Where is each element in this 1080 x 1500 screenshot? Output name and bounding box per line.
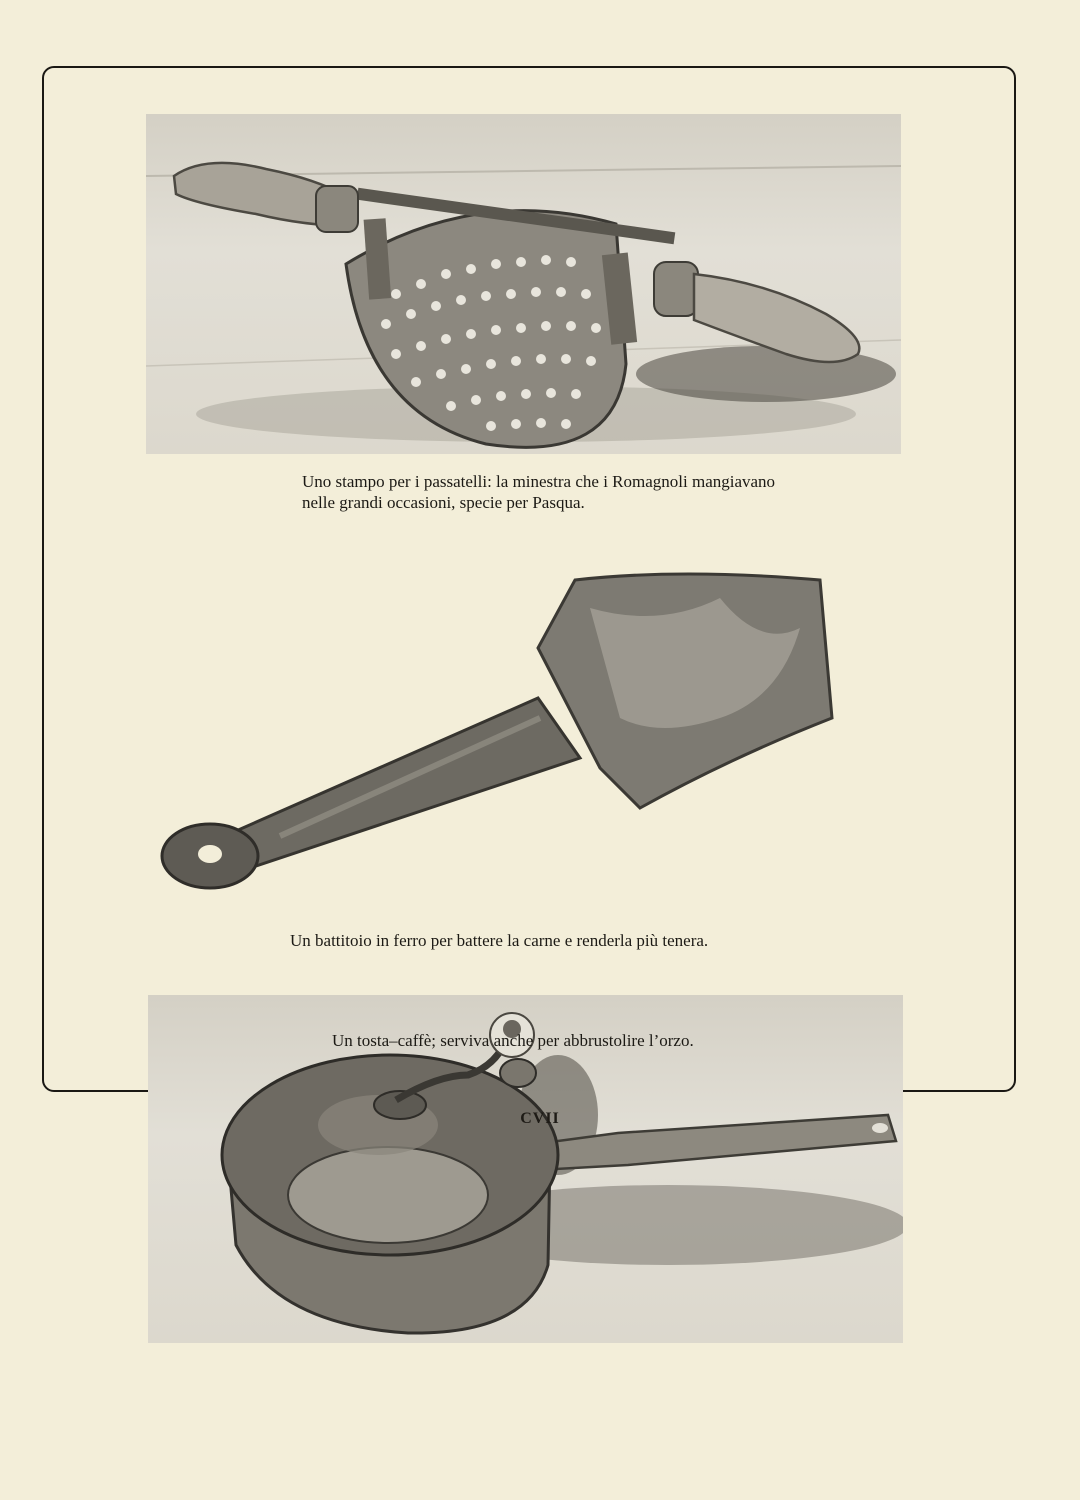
page-number: CVII <box>520 1110 560 1127</box>
photo-passatelli-press <box>146 114 901 454</box>
photo-battitoio <box>160 568 860 898</box>
caption-tosta-caffe: Un tosta–caffè; serviva anche per abbrustolire l’orzo. <box>332 1031 694 1050</box>
caption-passatelli: Uno stampo per i passatelli: la minestra che i Romagnoli mangiavano nelle grandi occasioni, specie per Pasqua. <box>302 472 776 512</box>
caption-battitoio: Un battitoio in ferro per battere la carne e renderla più tenera. <box>290 931 709 950</box>
